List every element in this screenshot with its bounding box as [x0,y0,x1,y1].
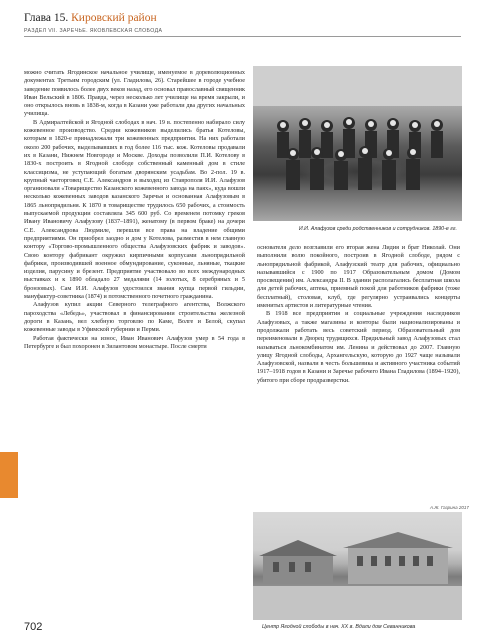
paragraph: Алафузов купил акции Северного телеграфного агентства, Волжского пароходства «Лебедь», участвовал в финансировании строительства железной дороги в Казань, вел хлебную торговлю по Каме, Волге и Белой, скупал кожевенные заводы в Уфимской губернии и Перми. [24,301,245,334]
right-text-column [257,244,460,498]
chapter-heading [24,12,157,24]
header-divider [24,36,461,37]
paragraph: Работая фактически на износ, Иван Иванович Алафузов умер в 54 года в Петербурге и был похоронен в Зилантовом монастыре. После смерти [24,334,245,350]
page-number: 702 [24,621,43,633]
chapter-prefix: Глава 15. [24,12,69,24]
section-tab [0,452,18,498]
photo-caption: И.И. Алафузов среди родственников и сотрудников. 1890-е гг. [298,226,457,232]
section-heading: РАЗДЕЛ VII. ЗАРЕЧЬЕ. ЯКОВЛЕВСКАЯ СЛОБОДА [24,28,163,34]
paragraph: можно считать Ягодинское начальное училище, именуемое в дореволюционных документах Третьим городским (ул. Гладилова, 26). Старейшее в городе учебное заведение появилось более двух веков назад, его основал православный священник Иван Вельский в 1806. Правда, через несколько лет училище на время закрыли, и оно открылось вновь в 1838-м, когда в Казани уже работали два других начальных училища. [24,69,245,118]
street-photo [253,512,462,620]
left-text-column [24,69,245,614]
paragraph: В 1918 все предприятия и социальные учреждения наследников Алафузовых, а также магазины и конторы были национализированы и продолжали работать весь советский период. Образовательный дом переименовали в Дворец трудящихся. Прядильный завод Алафузовых стал называться льнокомбинатом им. Ленина и действовал до 2007. Главную улицу Ягодной слободы, Архангельскую, которую до 1927 чаще называли Алафузовской, назвали в честь большевика и активного участника событий 1917–1918 годов в Казани и Заречье рабочего Ивана Гладилова (1894–1920), убитого при сборе продразверстки. [257,310,460,384]
photo-credit: А.Ж. Газрина 2017 [430,505,469,510]
group-photo [253,66,462,221]
chapter-title: Кировский район [71,12,157,24]
photo-caption: Центр Ягодной слободы в нач. XX в. Вдали дом Севанникова [262,624,416,630]
paragraph: В Адмиралтейской и Ягодной слободах в нач. 19 в. постепенно набирало силу кожевенное производство. Средни кожевников выделились братья Котеловы, которым в 1820-е принадлежали три кожевенных предприятия. На них работали около 200 рабочих, выделывавших в год более 116 тыс. кож. Котеловы продавали их в Казани, Нижнем Новгороде и Москве. Доходы позволили П.И. Котелову в 1830-х построить в Ягодной слободе собственный каменный дом в стиле классицизма, не уступающий богатым дворянским усадьбам. Во 2-пол. 19 в. крупный чаеторговец С.Е. Александров и выходец из Ставрополя И.И. Алафузов организовали «Товарищество Казанского кожевенного завода на паях», куда вошли несколько кожевенных заводов казанского Заречья и основанная Алафузовым в 1865 льнопрядильня. К 1870 в товариществе трудилось 650 рабочих, а стоимость выпускаемой продукции составляла 345 600 руб. Со временем потомку греков Ивану Ивановичу Алафузову (1837–1891), женатому (в первом браке) на дочери С.Е. Александрова Людмиле, перешли все права на владение общими предприятиями. Он приобрел заодно и дом у Котелова, разместив в нем главную контору «Торгово-промышленного общества Алафузовских фабрик и заводов». Свою контору фабрикант окружил кирпичными корпусами льнопрядильной фабрики, производившей военное обмундирование, суконные, льняные, ткацкие изделия, парусину и брезент. Предприятие участвовало во всех международных выставках и к 1890 обладало 27 медалями (14 золотых, 8 серебряных и 5 бронзовых). Сам И.И. Алафузов удостоился звания купца первой гильдии, мануфактур-советника (1874) и потомственного почетного гражданина. [24,118,245,301]
paragraph: основателя дело возглавили его вторая жена Лидия и брат Николай. Они выполнили волю покойного, построив в Ягодной слободе, рядом с льнопрядильной фабрикой, Алафузский театр для рабочих, официально называвшийся с 1900 по 1917 Образовательным домом (Домом просвещения) им. Александра II. В здании располагались бесплатная школа для детей рабочих, аптека, приемный покой для работников фабрики (тоже бесплатный), столовая, клуб, где регулярно устраивались концерты именитых артистов и литературные чтения. [257,244,460,310]
